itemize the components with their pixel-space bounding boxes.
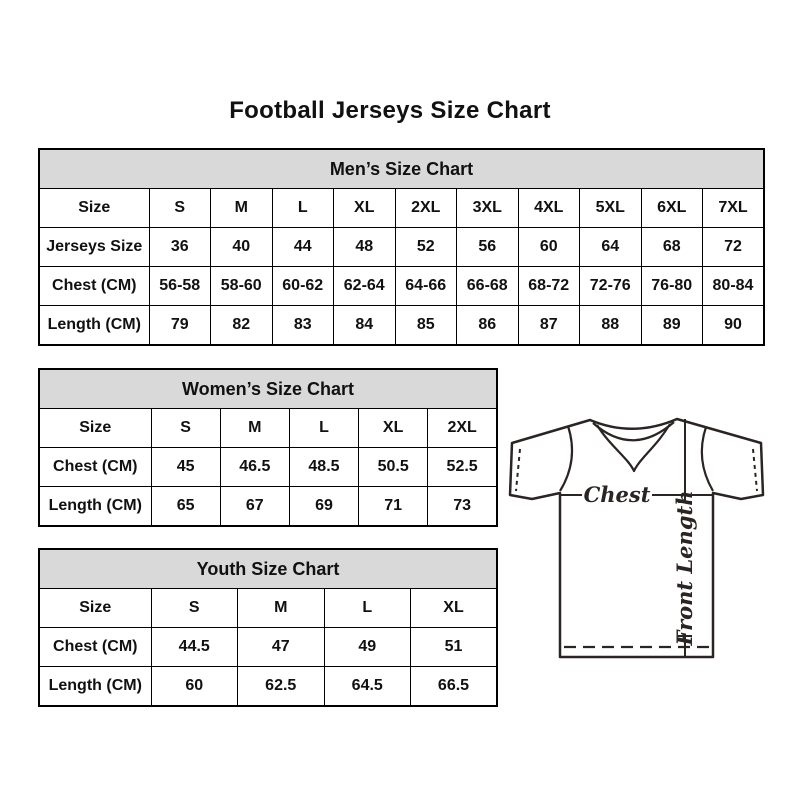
- table-row: [39, 228, 764, 267]
- table-cell: 56-58: [149, 267, 211, 306]
- table-cell: 87: [518, 306, 580, 346]
- table-cell: S: [149, 189, 211, 228]
- table-cell: 65: [151, 487, 220, 527]
- table-cell: L: [289, 409, 358, 448]
- table-row: [39, 409, 497, 448]
- table-row: [39, 306, 764, 346]
- table-cell: 50.5: [359, 448, 428, 487]
- row-label: Chest (CM): [39, 267, 149, 306]
- table-cell: 56: [457, 228, 519, 267]
- table-cell: 60-62: [272, 267, 334, 306]
- youth-size-chart-table: [38, 548, 498, 707]
- table-cell: 46.5: [220, 448, 289, 487]
- table-cell: 84: [334, 306, 396, 346]
- table-row: [39, 267, 764, 306]
- page-title: Football Jerseys Size Chart: [229, 97, 551, 124]
- womens-size-chart-table: [38, 368, 498, 527]
- table-cell: 66-68: [457, 267, 519, 306]
- table-cell: M: [211, 189, 273, 228]
- table-cell: 89: [641, 306, 703, 346]
- table-cell: 6XL: [641, 189, 703, 228]
- mens-header-row: [39, 149, 764, 189]
- table-cell: 36: [149, 228, 211, 267]
- row-label: Chest (CM): [39, 448, 151, 487]
- table-cell: 47: [238, 628, 325, 667]
- table-cell: 40: [211, 228, 273, 267]
- jersey-outline-shape: [510, 419, 763, 657]
- table-cell: 4XL: [518, 189, 580, 228]
- table-cell: 68-72: [518, 267, 580, 306]
- table-cell: 72: [703, 228, 765, 267]
- table-cell: 44.5: [151, 628, 238, 667]
- table-cell: 45: [151, 448, 220, 487]
- mens-size-chart-table: [38, 148, 765, 346]
- table-cell: 88: [580, 306, 642, 346]
- table-cell: 7XL: [703, 189, 765, 228]
- table-cell: 72-76: [580, 267, 642, 306]
- mens-table-title: Men’s Size Chart: [39, 149, 764, 189]
- table-cell: 48: [334, 228, 396, 267]
- chest-label: Chest: [583, 482, 651, 507]
- front-length-label: Front Length: [672, 490, 697, 646]
- table-cell: 64-66: [395, 267, 457, 306]
- table-row: [39, 589, 497, 628]
- table-cell: 62-64: [334, 267, 396, 306]
- table-cell: L: [272, 189, 334, 228]
- row-label: Size: [39, 409, 151, 448]
- table-cell: 64.5: [324, 667, 411, 707]
- womens-header-row: [39, 369, 497, 409]
- table-cell: XL: [334, 189, 396, 228]
- table-cell: 60: [151, 667, 238, 707]
- row-label: Length (CM): [39, 306, 149, 346]
- table-cell: 58-60: [211, 267, 273, 306]
- table-row: [39, 487, 497, 527]
- table-cell: 83: [272, 306, 334, 346]
- table-cell: 3XL: [457, 189, 519, 228]
- table-cell: XL: [411, 589, 498, 628]
- table-cell: 68: [641, 228, 703, 267]
- row-label: Size: [39, 589, 151, 628]
- table-cell: 48.5: [289, 448, 358, 487]
- table-cell: S: [151, 589, 238, 628]
- youth-header-row: [39, 549, 497, 589]
- youth-table-title: Youth Size Chart: [39, 549, 497, 589]
- table-cell: 51: [411, 628, 498, 667]
- table-cell: 90: [703, 306, 765, 346]
- table-cell: M: [220, 409, 289, 448]
- table-row: [39, 189, 764, 228]
- table-cell: 86: [457, 306, 519, 346]
- table-row: [39, 667, 497, 707]
- table-cell: S: [151, 409, 220, 448]
- table-cell: M: [238, 589, 325, 628]
- table-cell: 60: [518, 228, 580, 267]
- table-cell: 52: [395, 228, 457, 267]
- jersey-measurement-diagram: [498, 396, 780, 686]
- table-cell: 79: [149, 306, 211, 346]
- row-label: Length (CM): [39, 487, 151, 527]
- table-cell: 62.5: [238, 667, 325, 707]
- row-label: Chest (CM): [39, 628, 151, 667]
- row-label: Length (CM): [39, 667, 151, 707]
- table-cell: 49: [324, 628, 411, 667]
- table-cell: 66.5: [411, 667, 498, 707]
- table-cell: 80-84: [703, 267, 765, 306]
- table-cell: 82: [211, 306, 273, 346]
- table-cell: XL: [359, 409, 428, 448]
- table-cell: 69: [289, 487, 358, 527]
- table-cell: 67: [220, 487, 289, 527]
- table-cell: 73: [428, 487, 497, 527]
- row-label: Size: [39, 189, 149, 228]
- womens-table-title: Women’s Size Chart: [39, 369, 497, 409]
- table-cell: 52.5: [428, 448, 497, 487]
- table-row: [39, 448, 497, 487]
- table-cell: 85: [395, 306, 457, 346]
- table-cell: 5XL: [580, 189, 642, 228]
- table-cell: 44: [272, 228, 334, 267]
- table-cell: 2XL: [428, 409, 497, 448]
- table-cell: 2XL: [395, 189, 457, 228]
- table-cell: L: [324, 589, 411, 628]
- table-cell: 64: [580, 228, 642, 267]
- table-row: [39, 628, 497, 667]
- table-cell: 71: [359, 487, 428, 527]
- row-label: Jerseys Size: [39, 228, 149, 267]
- table-cell: 76-80: [641, 267, 703, 306]
